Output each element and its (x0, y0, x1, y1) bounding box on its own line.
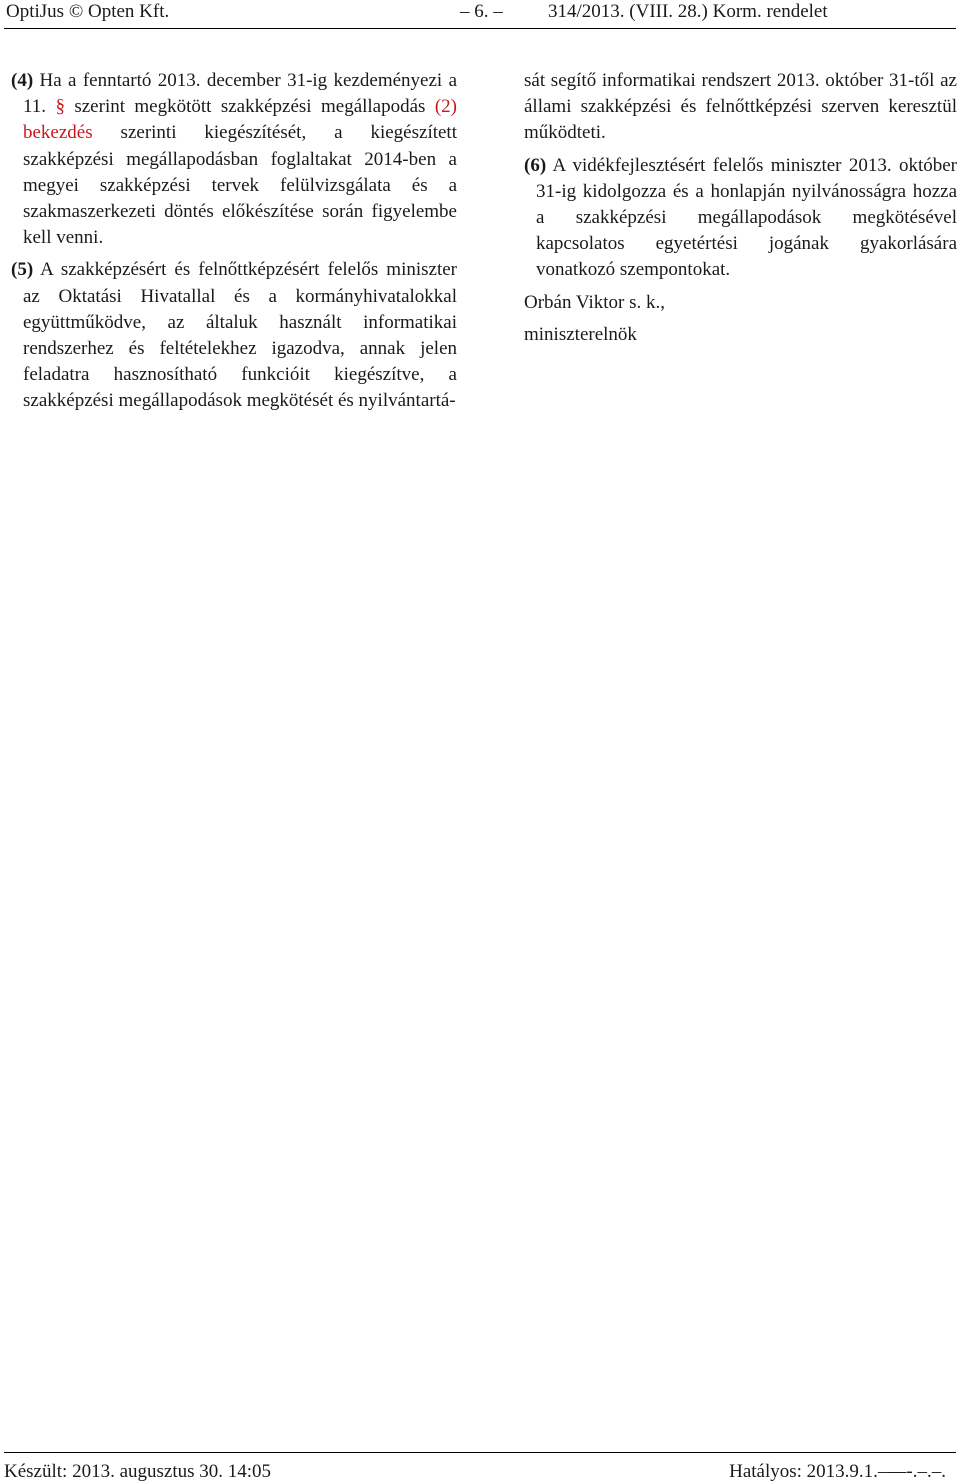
paragraph-number: (5) (11, 259, 34, 281)
paragraph-6 (524, 153, 957, 284)
publisher-label: OptiJus © Opten Kft. (6, 1, 170, 22)
paragraph-4 (11, 68, 457, 251)
paragraph-reference-link[interactable]: (2) bekezdés (23, 96, 458, 144)
right-column (524, 68, 957, 348)
paragraph-5 (11, 257, 457, 414)
paragraph-text: Ha a fenntartó 2013. december 31-ig kezdeményezi a 11. (23, 70, 457, 118)
left-column (11, 68, 457, 421)
paragraph-number: (6) (524, 154, 547, 176)
created-date: Készült: 2013. augusztus 30. 14:05 (4, 1461, 272, 1482)
page-number: – 6. – (460, 1, 503, 22)
header-divider (4, 28, 956, 29)
paragraph-text: szerinti kiegészítését, a kiegészített szakképzési megállapodásban foglaltakat 2014-ben a megyei szakképzési tervek felülvizsgálata és a szakmaszerkezeti döntés előkészítése során figyelembe kell venni. (23, 122, 457, 249)
signatory-name: Orbán Viktor s. k., (524, 291, 665, 313)
effective-date: Hatályos: 2013.9.1.–—-.–.–. (729, 1461, 946, 1482)
paragraph-number: (4) (11, 70, 34, 91)
section-link[interactable]: § (55, 96, 65, 118)
footer-divider (4, 1452, 956, 1453)
paragraph-5-continued: sát segítő informatikai rendszert 2013. október 31-től az állami szakképzési és felnőttképzési szerven keresztül működteti. (524, 70, 957, 144)
page-footer (0, 1461, 960, 1483)
paragraph-text: A vidékfejlesztésért felelős miniszter 2013. október 31-ig kidolgozza és a honlapján nyilvánosságra hozza a szakképzési megállapodások megkötésével kapcsolatos egyetértési jogának gyakorlására vonatkozó szempontokat. (536, 154, 957, 281)
signatory-title: miniszterelnök (524, 323, 637, 345)
paragraph-text: A szakképzésért és felnőttképzésért felelős miniszter az Oktatási Hivatallal és a kormányhivatalokkal együttműködve, az általuk használt informatikai rendszerhez és feltételekhez igazodva, annak jelen feladatra hasznosítható funkcióit kiegészítve, a szakképzési megállapodások megkötését és nyilvántartá- (23, 259, 457, 412)
page-header (0, 0, 960, 24)
paragraph-text: szerint megkötött szakképzési megállapodás (64, 96, 435, 118)
document-title: 314/2013. (VIII. 28.) Korm. rendelet (548, 1, 828, 22)
